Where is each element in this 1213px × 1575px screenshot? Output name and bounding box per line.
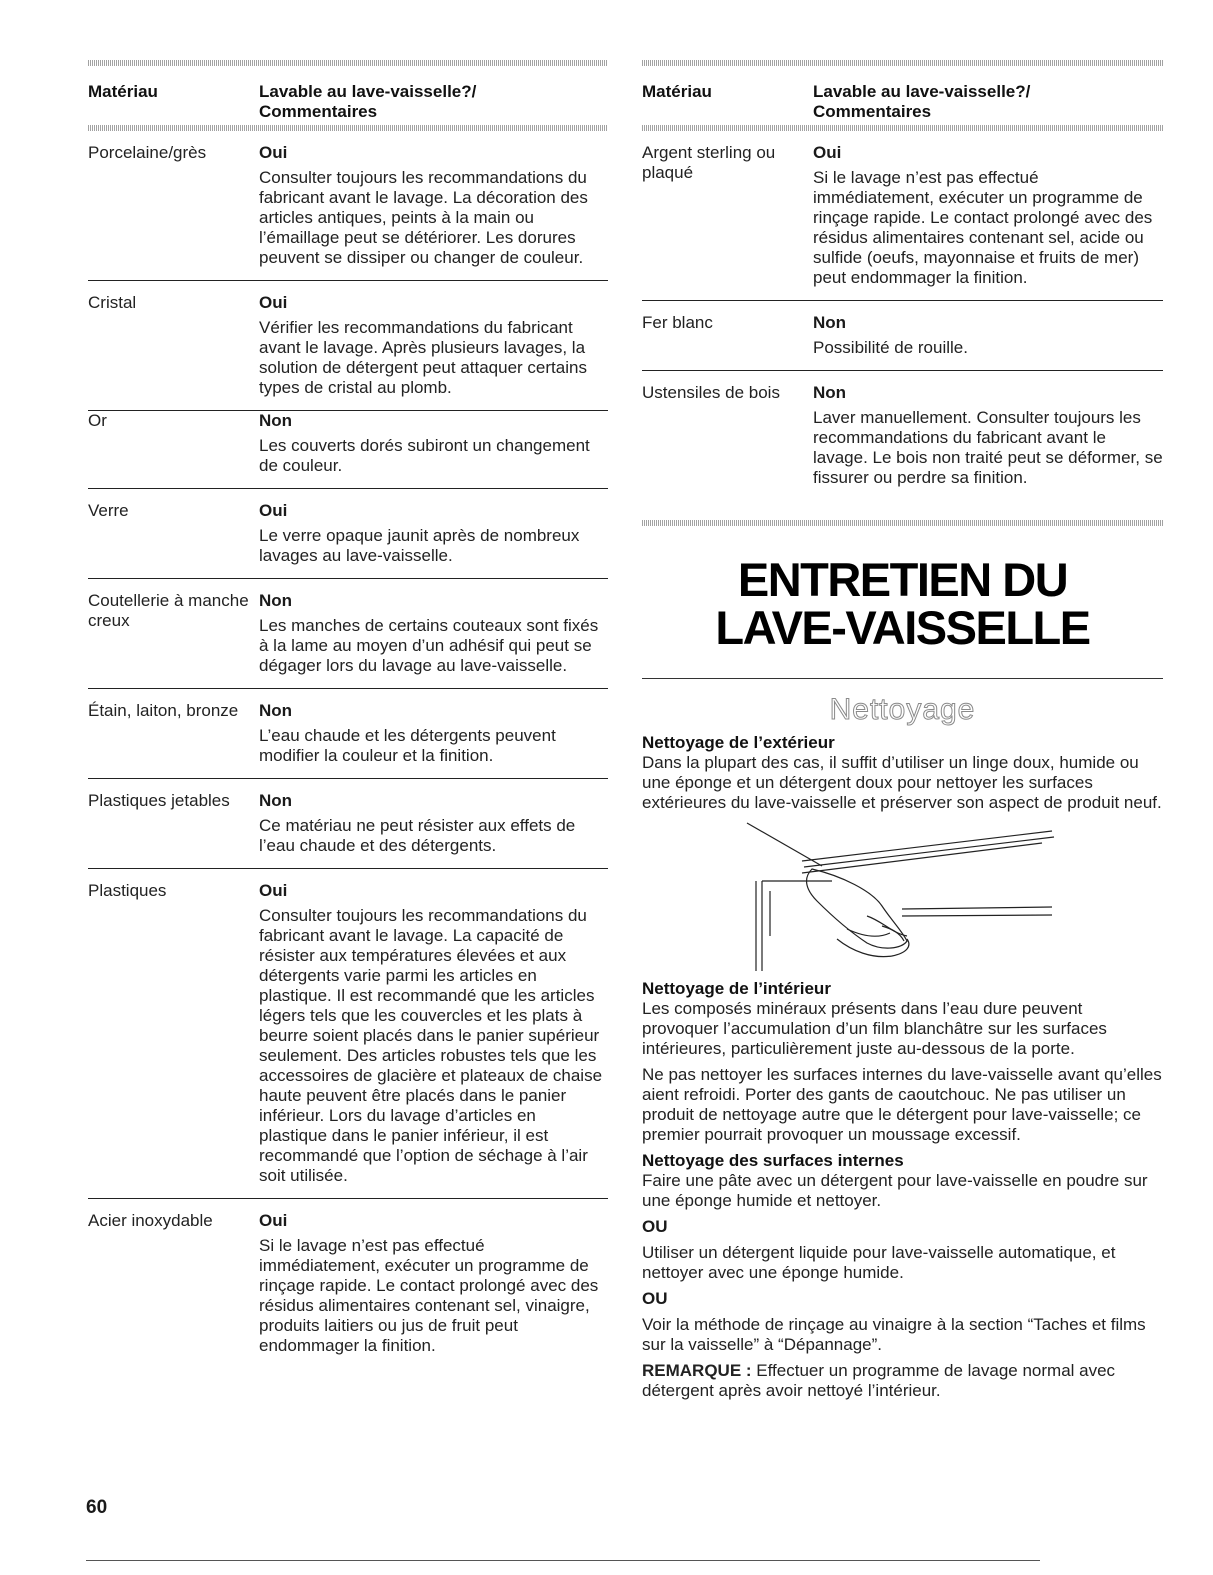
verdict-cell: Non bbox=[813, 383, 847, 402]
verdict-cell: Non bbox=[813, 313, 847, 332]
page-number: 60 bbox=[86, 1497, 108, 1518]
comment-cell: Si le lavage n’est pas effectué immédiatement, exécuter un programme de rinçage rapide. Le contact prolongé avec des résidus alimentaires contenant sel, vinaigre, produits laitiers ou jus de fruit peut endommager la finition. bbox=[259, 1236, 599, 1355]
or-separator: OU bbox=[642, 1217, 668, 1236]
wiping-hand-illustration bbox=[742, 821, 1072, 971]
note bbox=[642, 1361, 1163, 1401]
material-cell: Coutellerie à manche creux bbox=[88, 591, 249, 630]
interior-text-1: Les composés minéraux présents dans l’eau dure peuvent provoquer l’accumulation d’un film blanchâtre sur les surfaces intérieures, particulièrement juste au-dessous de la porte. bbox=[642, 999, 1107, 1058]
header-dishwasher-safe: Lavable au lave-vaisselle?/ Commentaires bbox=[813, 82, 1031, 121]
internal-surfaces-heading: Nettoyage des surfaces internes bbox=[642, 1151, 904, 1170]
table-header bbox=[88, 66, 608, 125]
table-row bbox=[88, 280, 608, 410]
title-rule bbox=[642, 678, 1163, 679]
material-cell: Plastiques jetables bbox=[88, 791, 230, 810]
table-row bbox=[642, 300, 1163, 370]
verdict-cell: Oui bbox=[259, 501, 288, 520]
verdict-cell: Non bbox=[259, 791, 293, 810]
material-cell: Or bbox=[88, 411, 107, 430]
table-header-rule bbox=[642, 125, 1163, 131]
internal-text-3: Voir la méthode de rinçage au vinaigre à la section “Taches et films sur la vaisselle” à “Dépannage”. bbox=[642, 1315, 1146, 1354]
material-cell: Verre bbox=[88, 501, 129, 520]
table-row bbox=[88, 778, 608, 868]
exterior-text: Dans la plupart des cas, il suffit d’utiliser un linge doux, humide ou une éponge et un détergent doux pour nettoyer les surfaces extérieures du lave-vaisselle et préserver son aspect de produit neuf. bbox=[642, 753, 1162, 812]
comment-cell: Si le lavage n’est pas effectué immédiatement, exécuter un programme de rinçage rapide. Le contact prolongé avec des résidus alimentaires contenant sel, acide ou sulfide (oeufs, mayonnaise et fruits de mer) peut endommager la finition. bbox=[813, 168, 1153, 287]
comment-cell: Les manches de certains couteaux sont fixés à la lame au moyen d’un adhésif qui peut se dégager lors du lavage au lave-vaisselle. bbox=[259, 616, 599, 675]
header-material: Matériau bbox=[88, 82, 158, 101]
page-title: ENTRETIEN DU LAVE-VAISSELLE bbox=[715, 553, 1090, 654]
material-cell: Argent sterling ou plaqué bbox=[642, 143, 776, 182]
interior-heading: Nettoyage de l’intérieur bbox=[642, 979, 831, 998]
section-heading: Nettoyage bbox=[829, 693, 976, 726]
table-top-rule bbox=[88, 60, 608, 66]
table-rows bbox=[88, 143, 608, 1368]
material-cell: Cristal bbox=[88, 293, 137, 312]
exterior-heading: Nettoyage de l’extérieur bbox=[642, 733, 835, 752]
header-material: Matériau bbox=[642, 82, 712, 101]
verdict-cell: Oui bbox=[813, 143, 842, 162]
table-header-rule bbox=[88, 125, 608, 131]
comment-cell: L’eau chaude et les détergents peuvent modifier la couleur et la finition. bbox=[259, 726, 556, 765]
internal-text-2: Utiliser un détergent liquide pour lave-vaisselle automatique, et nettoyer avec une éponge humide. bbox=[642, 1243, 1116, 1282]
right-column bbox=[642, 60, 1163, 1407]
note-text: Effectuer un programme de lavage normal avec détergent après avoir nettoyé l’intérieur. bbox=[642, 1361, 1116, 1400]
table-row bbox=[88, 688, 608, 778]
comment-cell: Consulter toujours les recommandations du fabricant avant le lavage. La capacité de résister aux températures élevées et aux détergents varie parmi les articles en plastique. Il est recommandé que les articles légers tels que les couvercles et les plats à beurre soient placés dans le panier supérieur seulement. Des articles robustes tels que les accessoires de glacière et plateaux de chaise haute peuvent être placés dans le panier inférieur. Lors du lavage d’articles en plastique dans le panier inférieur, il est recommandé que l’option de séchage à l’air soit utilisée. bbox=[259, 906, 603, 1185]
internal-text-1: Faire une pâte avec un détergent pour lave-vaisselle en poudre sur une éponge humide et nettoyer. bbox=[642, 1171, 1148, 1210]
table-row bbox=[88, 143, 608, 280]
care-title bbox=[642, 553, 1163, 654]
material-cell: Plastiques bbox=[88, 881, 167, 900]
material-cell: Acier inoxydable bbox=[88, 1211, 213, 1230]
table-row bbox=[88, 868, 608, 1198]
table-row bbox=[88, 578, 608, 688]
comment-cell: Les couverts dorés subiront un changement de couleur. bbox=[259, 436, 590, 475]
comment-cell: Laver manuellement. Consulter toujours les recommandations du fabricant avant le lavage. Le bois non traité peut se déformer, se fissurer ou perdre sa finition. bbox=[813, 408, 1163, 487]
material-cell: Ustensiles de bois bbox=[642, 383, 780, 402]
footer-rule bbox=[86, 1560, 1040, 1561]
verdict-cell: Non bbox=[259, 701, 293, 720]
verdict-cell: Oui bbox=[259, 143, 288, 162]
table-row bbox=[88, 488, 608, 578]
verdict-cell: Oui bbox=[259, 293, 288, 312]
comment-cell: Possibilité de rouille. bbox=[813, 338, 968, 357]
comment-cell: Le verre opaque jaunit après de nombreux lavages au lave-vaisselle. bbox=[259, 526, 580, 565]
materials-table-left bbox=[88, 60, 608, 1368]
table-row bbox=[642, 143, 1163, 300]
or-separator: OU bbox=[642, 1289, 668, 1308]
comment-cell: Vérifier les recommandations du fabricant avant le lavage. Après plusieurs lavages, la solution de détergent peut attaquer certains types de cristal au plomb. bbox=[259, 318, 587, 397]
interior-text-2: Ne pas nettoyer les surfaces internes du lave-vaisselle avant qu’elles aient refroidi. Porter des gants de caoutchouc. Ne pas utiliser un produit de nettoyage autre que le détergent pour lave-vaisselle; ce premier pourrait provoquer un moussage excessif. bbox=[642, 1065, 1162, 1144]
note-label: REMARQUE : bbox=[642, 1361, 752, 1380]
table-row bbox=[642, 370, 1163, 500]
table-rows bbox=[642, 143, 1163, 500]
verdict-cell: Oui bbox=[259, 1211, 288, 1230]
verdict-cell: Oui bbox=[259, 881, 288, 900]
header-dishwasher-safe: Lavable au lave-vaisselle?/ Commentaires bbox=[259, 82, 477, 121]
material-cell: Fer blanc bbox=[642, 313, 713, 332]
table-row bbox=[88, 410, 608, 488]
table-top-rule bbox=[642, 60, 1163, 66]
table-header bbox=[642, 66, 1163, 125]
verdict-cell: Non bbox=[259, 591, 293, 610]
material-cell: Porcelaine/grès bbox=[88, 143, 207, 162]
comment-cell: Ce matériau ne peut résister aux effets de l’eau chaude et des détergents. bbox=[259, 816, 576, 855]
section-divider-rule bbox=[642, 520, 1163, 526]
material-cell: Étain, laiton, bronze bbox=[88, 701, 239, 720]
table-row bbox=[88, 1198, 608, 1368]
comment-cell: Consulter toujours les recommandations du fabricant avant le lavage. La décoration des articles antiques, peints à la main ou l’émaillage peut se détériorer. Les dorures peuvent se dissiper ou changer de couleur. bbox=[259, 168, 588, 267]
verdict-cell: Non bbox=[259, 411, 293, 430]
